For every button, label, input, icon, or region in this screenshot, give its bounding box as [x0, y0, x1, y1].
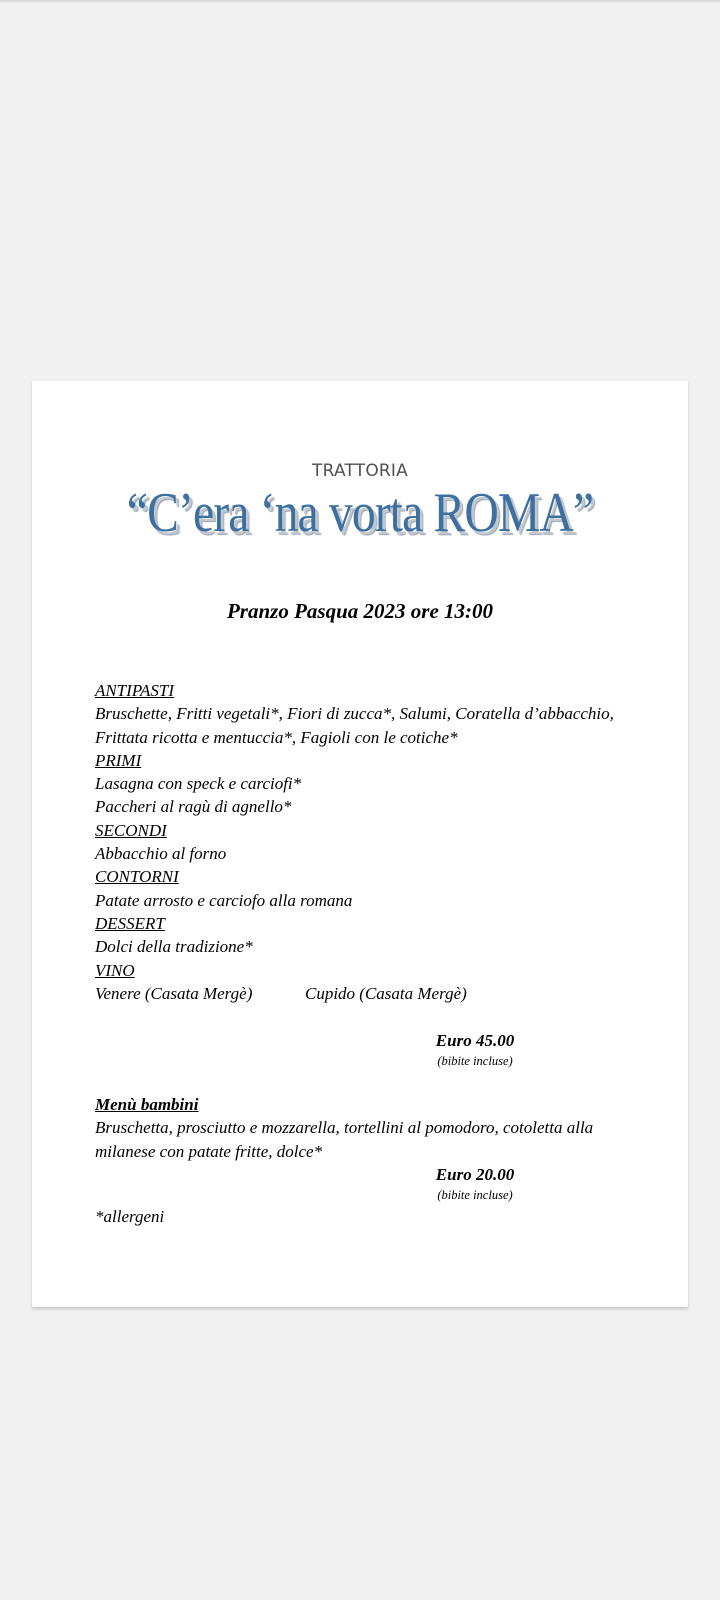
adult-price	[425, 1030, 525, 1070]
section-heading-antipasti: ANTIPASTI	[95, 681, 175, 700]
kids-price-note: (bibite incluse)	[437, 1188, 513, 1202]
section-heading-vino: VINO	[95, 960, 135, 980]
adult-price-note: (bibite incluse)	[437, 1054, 513, 1068]
menu-line: Frittata ricotta e mentuccia*, Fagioli con le cotiche*	[95, 727, 458, 747]
menu-line: Bruschetta, prosciutto e mozzarella, tortellini al pomodoro, cotoletta alla	[95, 1118, 594, 1138]
top-shadow	[0, 0, 720, 4]
document-page	[32, 381, 688, 1307]
event-title: Pranzo Pasqua 2023 ore 13:00	[226, 599, 494, 623]
menu-line: Lasagna con speck e carciofi*	[95, 774, 302, 794]
adult-price-amount: Euro 45.00	[435, 1031, 515, 1050]
wine-item: Cupido (Casata Mergè)	[305, 983, 467, 1003]
restaurant-name: “C’era ‘na vorta ROMA”	[126, 482, 594, 544]
allergens-note: *allergeni	[95, 1207, 165, 1226]
section-heading-secondi: SECONDI	[95, 820, 167, 840]
menu-line: Abbacchio al forno	[95, 844, 227, 864]
wine-row	[95, 982, 655, 1005]
menu-line: Dolci della tradizione*	[95, 937, 253, 957]
section-heading-primi: PRIMI	[95, 750, 142, 770]
kids-menu-heading: Menù bambini	[95, 1095, 199, 1114]
menu-line: Patate arrosto e carciofo alla romana	[95, 890, 353, 910]
menu-line: Bruschette, Fritti vegetali*, Fiori di zucca*, Salumi, Coratella d’abbacchio,	[95, 704, 614, 724]
menu-line: Paccheri al ragù di agnello*	[95, 797, 292, 817]
menu-body	[95, 679, 655, 1005]
kids-menu	[95, 1093, 655, 1163]
wine-item: Venere (Casata Mergè)	[95, 983, 253, 1003]
kids-price-amount: Euro 20.00	[435, 1165, 515, 1184]
header-label: TRATTORIA	[312, 461, 408, 481]
section-heading-dessert: DESSERT	[95, 913, 165, 933]
section-heading-contorni: CONTORNI	[95, 867, 179, 887]
menu-line: milanese con patate fritte, dolce*	[95, 1141, 323, 1161]
kids-price	[425, 1164, 525, 1204]
